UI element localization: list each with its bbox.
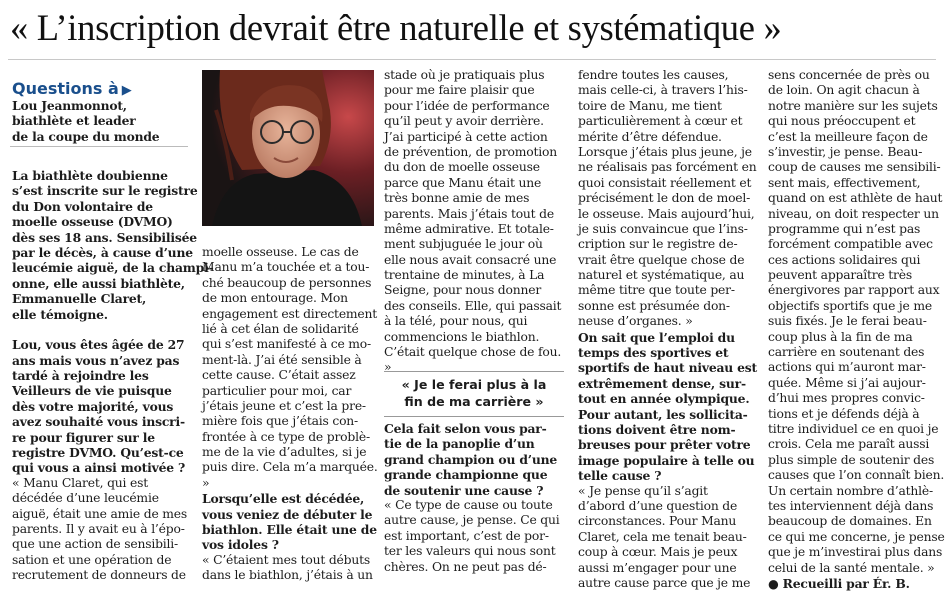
- question-line: avez souhaité vous inscri-: [12, 414, 185, 430]
- headline: « L’inscription devrait être naturelle et systématique »: [10, 7, 782, 48]
- question-line: elle témoigne.: [12, 306, 108, 322]
- text-line: objectifs sportifs que je me: [768, 298, 932, 313]
- text-line: des conseils. Elle, qui passait: [384, 298, 562, 313]
- interviewee-line: Lou Jeanmonnot,: [12, 98, 127, 113]
- question-line: temps des sportives et: [578, 345, 729, 361]
- question-line: On sait que l’emploi du: [578, 329, 735, 345]
- question-line: leucémie aiguë, de la champi-: [12, 260, 214, 276]
- text-line: Seigne, pour nous donner: [384, 283, 542, 298]
- text-line: frontée à ce type de problè-: [202, 429, 370, 444]
- text-line: que je m’investirai plus dans: [768, 545, 943, 560]
- text-line: cette cause. C’était assez: [202, 368, 356, 383]
- text-line: dans le biathlon, j’étais à un: [202, 568, 373, 583]
- text-line: plus simple de soutenir des: [768, 452, 935, 467]
- text-line: pour me faire plaisir que: [384, 83, 535, 98]
- text-line: de loin. On agit chacun à: [768, 83, 920, 98]
- text-line: très bonne amie de mes: [384, 191, 530, 206]
- text-line: crois. Cela me paraît aussi: [768, 437, 930, 452]
- text-line: trentaine de minutes, à La: [384, 268, 545, 283]
- text-line: qu’il peut y avoir derrière.: [384, 114, 544, 129]
- text-line: naturel et systématique, au: [578, 268, 745, 283]
- question-line: ans mais vous n’avez pas: [12, 352, 180, 368]
- question-line: dès votre majorité, vous: [12, 398, 174, 414]
- text-line: énergivores par rapport aux: [768, 283, 940, 298]
- text-line: mérite d’être défendue.: [578, 129, 722, 144]
- text-line: titre individuel ce en quoi je: [768, 421, 939, 436]
- text-line: coup de causes me sensibili-: [768, 160, 941, 175]
- text-line: ment subjuguée le jour où: [384, 237, 543, 252]
- text-line: beaucoup de domaines. En: [768, 514, 932, 529]
- text-line: mais celle-ci, à travers l’his-: [578, 83, 748, 98]
- text-line: est important, c’est de por-: [384, 528, 549, 543]
- question-line: biathlon. Elle était une de: [202, 522, 377, 538]
- text-line: neuse d’organes. »: [578, 314, 693, 329]
- question-line: vous veniez de débuter le: [202, 506, 373, 522]
- question-line: onne, elle aussi biathlète,: [12, 275, 185, 291]
- text-line: peuvent apparaître très: [768, 268, 912, 283]
- column-3: [384, 68, 566, 376]
- text-line: »: [384, 360, 392, 375]
- text-line: suis fixés. Je le ferai beau-: [768, 314, 927, 329]
- question-line: image populaire à telle ou: [578, 452, 755, 468]
- question-line: telle cause ?: [578, 468, 662, 484]
- text-line: sent mais, effectivement,: [768, 175, 921, 190]
- text-line: stade où je pratiquais plus: [384, 68, 545, 82]
- text-line: quée. Même si j’ai aujour-: [768, 375, 926, 390]
- text-line: « Ce type de cause ou toute: [384, 497, 553, 512]
- text-line: coup plus à la fin de ma: [768, 329, 913, 344]
- pull-quote-line: « Je le ferai plus à la: [401, 377, 547, 392]
- text-line: engagement est directement: [202, 306, 378, 321]
- interviewee-box: [12, 98, 159, 144]
- text-line: ces actions solidaires qui: [768, 252, 921, 267]
- pull-quote-line: fin de ma carrière »: [404, 394, 544, 409]
- text-line: tions et je défends déjà à: [768, 406, 920, 421]
- questions-label: [12, 79, 132, 98]
- text-line: »: [202, 475, 210, 490]
- text-line: commencions le biathlon.: [384, 329, 540, 344]
- questions-label-text: Questions à: [12, 79, 119, 98]
- text-line: d’abord d’une question de: [578, 498, 738, 513]
- text-line: parce que Manu était une: [384, 175, 542, 190]
- text-line: parents. Il y avait eu à l’épo-: [12, 521, 185, 536]
- question-line: du Don volontaire de: [12, 198, 153, 214]
- text-line: C’était quelque chose de fou.: [384, 345, 562, 360]
- text-line: sens concernée de près ou: [768, 68, 930, 82]
- interviewee-line: de la coupe du monde: [12, 128, 160, 144]
- text-line: carrière en soutenant des: [768, 345, 925, 360]
- column-3-continued: [384, 421, 566, 575]
- text-line: ment-là. J’ai été sensible à: [202, 352, 362, 367]
- text-line: [12, 322, 192, 337]
- column-4: [578, 68, 758, 591]
- text-line: vrait être quelque chose de: [578, 252, 745, 267]
- text-line: le osseuse. Mais aujourd’hui,: [578, 206, 755, 221]
- question-line: par le décès, à cause d’une: [12, 244, 193, 260]
- text-line: toire de Manu, me tient: [578, 98, 722, 113]
- question-line: Cela fait selon vous par-: [384, 421, 547, 436]
- text-line: de prévention, de promotion: [384, 144, 557, 159]
- text-line: causes que l’on connaît bien.: [768, 468, 945, 483]
- question-line: sportifs de haut niveau est: [578, 360, 758, 376]
- column-5: [768, 68, 944, 591]
- question-line: Pour autant, les sollicita-: [578, 406, 748, 422]
- text-line: qui nous préoccupent et: [768, 114, 916, 129]
- text-line: forcément compatible avec: [768, 237, 933, 252]
- text-line: ter les valeurs qui nous sont: [384, 544, 556, 559]
- text-line: elle nous avait consacré une: [384, 252, 557, 267]
- text-line: chères. On ne peut pas dé-: [384, 559, 547, 574]
- portrait-illustration: [202, 70, 374, 226]
- text-line: autre cause, je pense. Ce qui: [384, 513, 560, 528]
- column-2: [202, 245, 377, 584]
- text-line: parents. Mais j’étais tout de: [384, 206, 554, 221]
- text-line: c’est la meilleure façon de: [768, 129, 928, 144]
- text-line: Un certain nombre d’athlè-: [768, 483, 933, 498]
- text-line: qui s’est manifesté à ce mo-: [202, 337, 371, 352]
- text-line: sonne est présumée don-: [578, 298, 730, 313]
- text-line: pour l’idée de performance: [384, 98, 550, 113]
- question-line: Veilleurs de vie puisque: [12, 383, 172, 399]
- question-line: La biathlète doubienne: [12, 168, 168, 183]
- text-line: circonstances. Pour Manu: [578, 514, 737, 529]
- text-line: notre manière sur les sujets: [768, 98, 938, 113]
- pull-quote: [384, 371, 564, 417]
- question-line: tie de la panoplie d’un: [384, 436, 535, 452]
- text-line: celui de la santé mentale. »: [768, 560, 935, 575]
- question-line: tardé à rejoindre les: [12, 368, 149, 384]
- question-line: grand champion ou d’une: [384, 451, 558, 467]
- text-line: recrutement de donneurs de: [12, 568, 186, 583]
- text-line: d’hui mes propres convic-: [768, 391, 925, 406]
- text-line: ché beaucoup de personnes: [202, 275, 372, 290]
- text-line: particulier pour moi, car: [202, 383, 352, 398]
- question-line: tions doivent être nom-: [578, 421, 736, 437]
- text-line: niveau, on doit respecter un: [768, 206, 939, 221]
- interviewee-line: biathlète et leader: [12, 113, 136, 129]
- text-line: je suis convaincue que l’ins-: [578, 221, 748, 236]
- text-line: « Je pense qu’il s’agit: [578, 483, 708, 498]
- text-line: me de la vie d’adultes, si je: [202, 445, 367, 460]
- question-line: extrêmement dense, sur-: [578, 375, 746, 391]
- text-line: Manu m’a touchée et a tou-: [202, 260, 370, 275]
- text-line: aussi m’engager pour une: [578, 560, 737, 575]
- text-line: aiguë, était une amie de mes: [12, 506, 188, 521]
- text-line: sation et une opération de: [12, 552, 172, 567]
- text-line: moelle osseuse. Le cas de: [202, 245, 359, 259]
- question-line: Lorsqu’elle est décédée,: [202, 491, 365, 507]
- portrait-photo: [202, 70, 374, 226]
- text-line: programme qui n’est pas: [768, 221, 921, 236]
- text-line: fendre toutes les causes,: [578, 68, 729, 82]
- text-line: « Manu Claret, qui est: [12, 475, 148, 490]
- question-line: Emmanuelle Claret,: [12, 291, 147, 307]
- text-line: décédée d’une leucémie: [12, 491, 159, 506]
- question-line: grande championne que: [384, 467, 548, 483]
- text-line: actions qui m’auront mar-: [768, 360, 926, 375]
- text-line: même titre que toute per-: [578, 283, 735, 298]
- text-line: ne réalisais pas forcément en: [578, 160, 757, 175]
- text-line: Lorsque j’étais plus jeune, je: [578, 144, 752, 159]
- question-line: tout en année olympique.: [578, 391, 750, 407]
- question-line: de soutenir une cause ?: [384, 482, 544, 498]
- text-line: autre cause parce que je me: [578, 575, 751, 590]
- question-line: Lou, vous êtes âgée de 27: [12, 337, 185, 353]
- question-line: registre DVMO. Qu’est-ce: [12, 445, 184, 461]
- text-line: à la télé, pour nous, qui: [384, 314, 528, 329]
- column-1: [12, 168, 214, 584]
- text-line: particulièrement à cœur et: [578, 114, 743, 129]
- text-line: quand on est athlète de haut: [768, 191, 943, 206]
- text-line: tes interviennent déjà dans: [768, 498, 934, 513]
- text-line: Claret, cela me tenait beau-: [578, 529, 747, 544]
- text-line: « C’étaient mes tout débuts: [202, 552, 371, 567]
- play-arrow-icon: ▶: [121, 83, 132, 98]
- text-line: de mon entourage. Mon: [202, 291, 348, 306]
- text-line: puis dire. Cela m’a marquée.: [202, 460, 378, 475]
- question-line: qui vous a ainsi motivée ?: [12, 460, 186, 476]
- question-line: ● Recueilli par Ér. B.: [768, 575, 910, 591]
- question-line: s’est inscrite sur le registre: [12, 183, 198, 199]
- text-line: quoi consistait réellement et: [578, 175, 752, 190]
- headline-divider: [8, 59, 936, 60]
- text-line: lié à cet élan de solidarité: [202, 321, 359, 336]
- text-line: du don de moelle osseuse: [384, 160, 540, 175]
- text-line: J’ai participé à cette action: [384, 129, 548, 144]
- box-divider: [10, 146, 188, 147]
- text-line: j’étais jeune et c’est la pre-: [202, 398, 366, 413]
- text-line: coup à cœur. Mais je peux: [578, 545, 738, 560]
- text-line: même admirative. Et totale-: [384, 221, 554, 236]
- question-line: moelle osseuse (DVMO): [12, 214, 173, 230]
- text-line: précisément le don de moel-: [578, 191, 751, 206]
- question-line: re pour figurer sur le: [12, 429, 155, 445]
- text-line: mière fois que j’étais con-: [202, 414, 359, 429]
- text-line: s’investir, je pense. Beau-: [768, 144, 923, 159]
- question-line: dès ses 18 ans. Sensibilisée: [12, 229, 197, 245]
- text-line: cription sur le registre de-: [578, 237, 738, 252]
- question-line: breuses pour prêter votre: [578, 437, 751, 453]
- text-line: que une action de sensibili-: [12, 537, 179, 552]
- text-line: ce qui me concerne, je pense: [768, 529, 945, 544]
- question-line: vos idoles ?: [202, 537, 279, 553]
